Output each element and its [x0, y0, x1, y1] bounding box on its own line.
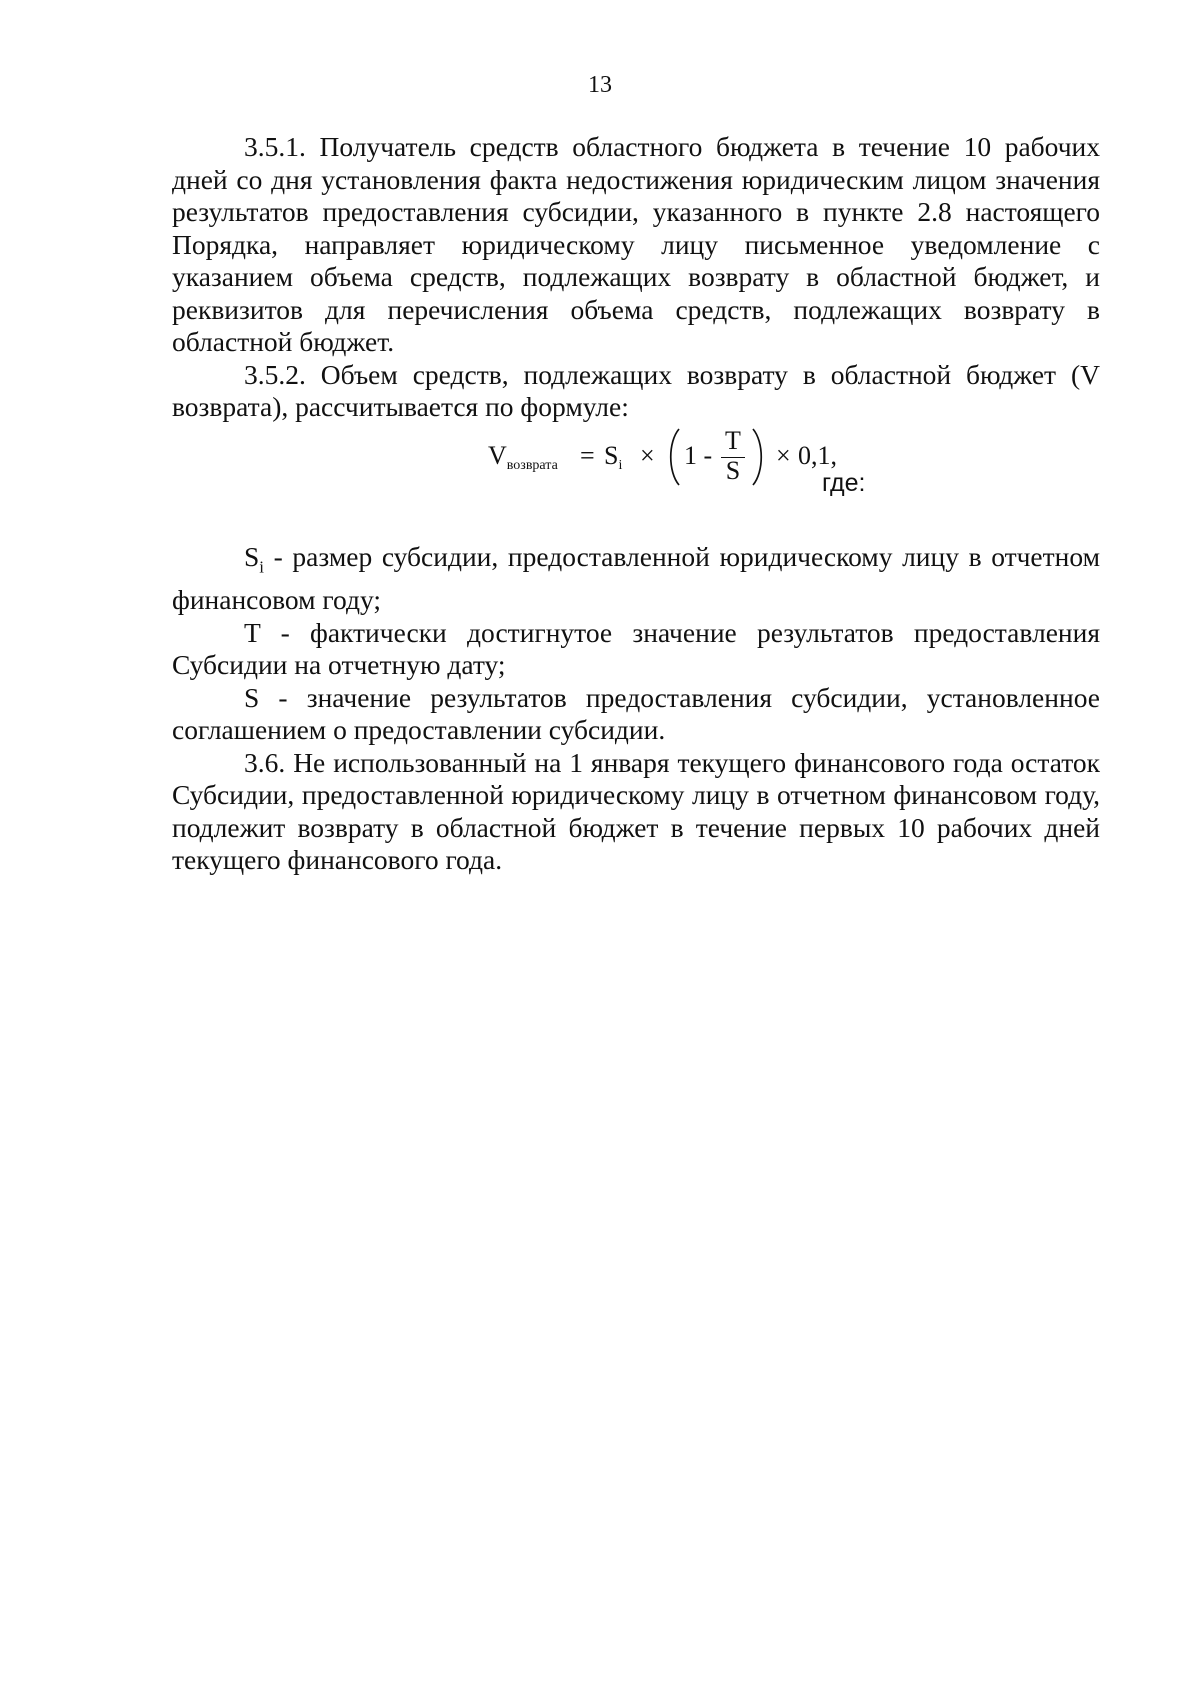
- definition-s-text: - значение результатов предоставления субсидии, установленное соглашением о предоставлении субсидии.: [172, 681, 1100, 745]
- formula-s-symbol: S: [604, 441, 619, 470]
- formula-left-paren: [666, 428, 682, 486]
- formula-lhs-subscript: возврата: [506, 458, 558, 473]
- formula-s-term: [604, 441, 622, 481]
- definition-si-text: - размер субсидии, предоставленной юридическому лицу в отчетном финансовом году;: [172, 541, 1100, 615]
- formula-one-minus: 1 -: [684, 441, 713, 470]
- definition-t-symbol: T: [244, 616, 261, 648]
- formula-coefficient: 0,1,: [798, 441, 837, 470]
- definition-s: [172, 682, 1100, 747]
- paragraph-3-6: 3.6. Не использованный на 1 января текущего финансового года остаток Субсидии, предоставленной юридическому лицу в отчетном финансовом году, подлежит возврату в областной бюджет в течение первых 10 рабочих дней текущего финансового года.: [172, 746, 1100, 875]
- formula-right-paren: [750, 428, 766, 486]
- definition-si-symbol: S: [244, 541, 260, 572]
- definition-s-symbol: S: [244, 681, 260, 713]
- formula-denominator: S: [725, 456, 741, 485]
- paragraph-3-5-2: 3.5.2. Объем средств, подлежащих возврату в областной бюджет (V возврата), рассчитывается по формуле:: [172, 358, 1100, 422]
- definition-si-subscript: i: [259, 557, 265, 577]
- formula-lhs: [488, 441, 558, 481]
- formula-equals: =: [580, 441, 595, 470]
- definition-t: [172, 617, 1100, 682]
- formula-times-1: ×: [640, 441, 655, 470]
- text-block-top: [172, 131, 1100, 424]
- page-number: 13: [588, 72, 612, 98]
- formula-numerator: T: [725, 426, 741, 455]
- paragraph-3-5-1: 3.5.1. Получатель средств областного бюджета в течение 10 рабочих дней со дня установления факта недостижения юридическим лицом значения результатов предоставления субсидии, указанного в пункте 2.8 настоящего Порядка, направляет юридическому лицу письменное уведомление с указанием объема средств, подлежащих возврату в областной бюджет, и реквизитов для перечисления объема средств, подлежащих возврату в областной бюджет.: [172, 131, 1100, 357]
- formula-times-2: ×: [776, 441, 791, 470]
- text-block-bottom: [172, 541, 1100, 877]
- definition-si: [172, 541, 1100, 617]
- definition-t-text: - фактически достигнутое значение результатов предоставления Субсидии на отчетную дату;: [172, 616, 1100, 680]
- formula-s-subscript: i: [618, 458, 623, 473]
- formula-where-label: где:: [822, 469, 866, 497]
- formula-lhs-symbol: V: [488, 441, 507, 470]
